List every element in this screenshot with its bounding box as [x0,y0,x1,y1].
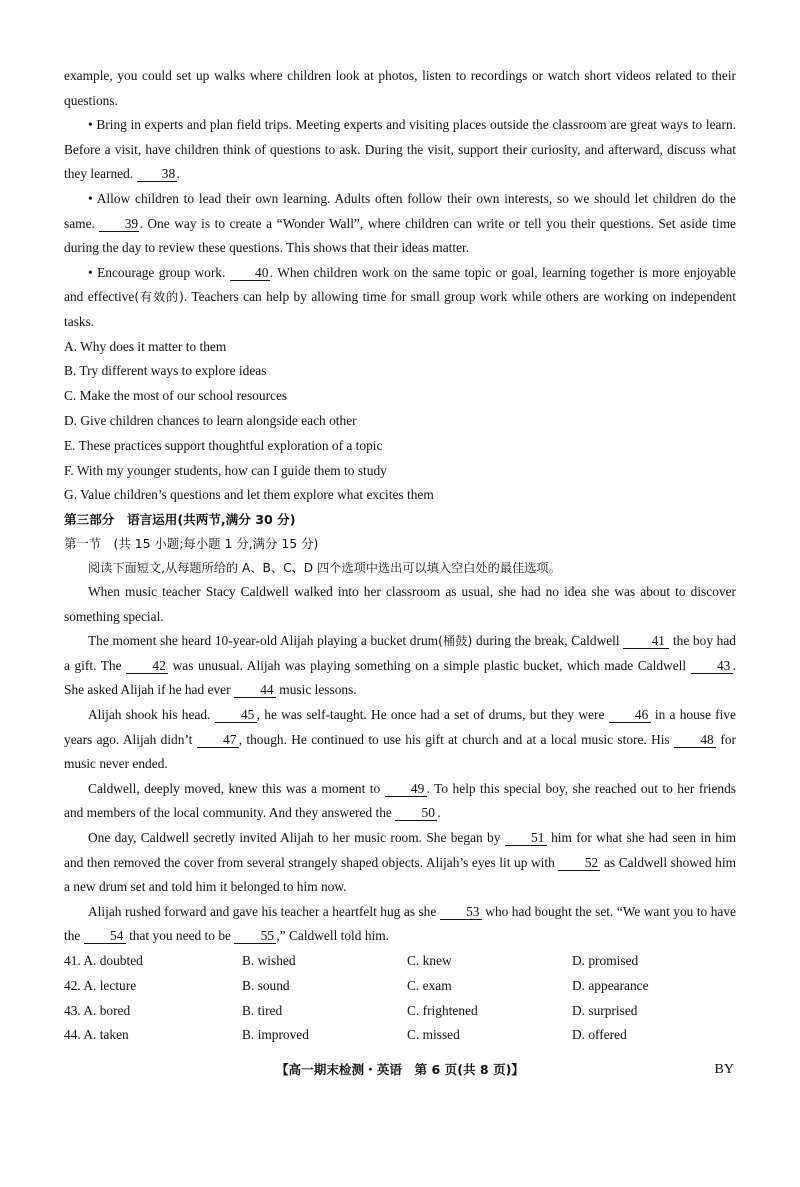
passage-text: that you need to be [125,928,235,944]
cloze-paragraph [64,777,736,826]
option-b: B. improved [242,1027,309,1043]
passage-text: One day, Caldwell secretly invited Alijah to her music room. She began by [88,830,505,846]
question-row [64,1023,736,1048]
answer-blank: 38 [137,166,177,182]
question-options [64,949,736,1048]
passage-text: • Encourage group work. [88,264,230,280]
cloze-paragraph [64,900,736,949]
answer-blank: 40 [230,265,270,281]
section-title: 第三部分 语言运用(共两节,满分 30 分) [64,512,296,528]
instruction-text: 阅读下面短文,从每题所给的 A、B、C、D 四个选项中选出可以填入空白处的最佳选项。 [88,561,561,576]
passage-text: as Caldwell showed him a new drum set and told him it belonged to him now. [64,854,736,895]
passage-text: . Teachers can help by allowing time for small group work while others are working on independent tasks. [64,289,736,329]
passage-text: • Allow children to lead their own learning. Adults often follow their own interests, so we should let children do the same. [64,190,736,231]
passage-text: , he was self-taught. He once had a set of drums, but they were [256,707,609,723]
passage-text: in a house five years ago. Alijah didn’t [64,707,736,747]
option-c: C. missed [407,1027,460,1043]
passage-text: . One way is to create a “Wonder Wall”, where children can write or tell you their questions. Set aside time during the day to review these questions. This shows that their ideas matter. [64,215,736,256]
option-a: 43. A. bored [64,1002,131,1018]
passage-text: . To help this special boy, she reached out to her friends and members of the local community. And they answered the [64,780,737,821]
answer-blank: 52 [558,855,600,871]
answer-blank: 53 [440,904,482,920]
answer-blank: 48 [674,732,716,748]
passage-text: , though. He continued to use his gift at church and at a local music store. His [238,731,675,747]
answer-blank: 51 [505,830,547,846]
passage-text: . [437,805,441,821]
option-b: B. tired [242,1002,283,1018]
passage-text: music lessons. [275,682,357,698]
answer-blank: 45 [215,707,257,723]
gloss-text: (桶鼓) [438,634,473,649]
option-a: 42. A. lecture [64,977,137,993]
passage-paragraph: example, you could set up walks where children look at photos, listen to recordings or watch short videos related to their questions. [64,68,736,108]
passage-paragraph [64,113,736,187]
page-footer [0,1059,800,1083]
option-d: D. offered [572,1027,627,1043]
answer-blank: 39 [99,216,139,232]
answer-blank: 42 [126,658,168,674]
passage-text: ,” Caldwell told him. [276,928,390,944]
option-d: D. appearance [572,977,649,993]
answer-blank: 49 [385,781,427,797]
question-row [64,999,736,1024]
passage-text: Caldwell, deeply moved, knew this was a moment to [88,780,385,796]
option-b: B. wished [242,953,296,969]
passage-text: for music never ended. [64,731,737,772]
option-item: F. With my younger students, how can I guide them to study [64,462,387,478]
passage-text: was unusual. Alijah was playing something on a simple plastic bucket, which made Caldwell [168,657,691,673]
passage-text: him for what she had seen in him and then removed the cover from several strangely shaped objects. Alijah’s eyes lit up with [64,830,737,870]
option-c: C. frightened [407,1002,478,1018]
option-a: 44. A. taken [64,1027,129,1043]
passage-text: . [176,166,180,182]
answer-blank: 54 [84,928,126,944]
answer-blank: 46 [609,707,651,723]
option-c: C. knew [407,953,452,969]
question-row [64,949,736,974]
answer-blank: 41 [623,633,669,649]
option-item: A. Why does it matter to them [64,338,227,354]
exam-page [64,64,736,1048]
passage-text: Alijah shook his head. [88,707,215,723]
passage-text: The moment she heard 10-year-old Alijah playing a bucket drum [88,633,439,649]
passage-paragraph [64,261,736,335]
cloze-paragraph: When music teacher Stacy Caldwell walked into her classroom as usual, she had no idea she was about to discover something special. [64,584,736,624]
passage-text: who had bought the set. “We want you to have the [64,903,736,944]
answer-blank: 50 [395,805,437,821]
cloze-paragraph [64,629,736,703]
answer-blank: 43 [691,658,733,674]
option-item: C. Make the most of our school resources [64,388,288,404]
passage-text: the boy had a gift. The [64,633,736,673]
option-a: 41. A. doubted [64,953,143,969]
option-c: C. exam [407,977,452,993]
option-d: D. surprised [572,1002,638,1018]
answer-blank: 44 [234,682,276,698]
passage-text: Alijah rushed forward and gave his teacher a heartfelt hug as she [88,903,440,919]
option-item: B. Try different ways to explore ideas [64,363,267,379]
option-b: B. sound [242,977,290,993]
option-d: D. promised [572,953,639,969]
passage-text: . When children work on the same topic or goal, learning together is more enjoyable and effective [64,264,736,305]
passage-paragraph [64,187,736,261]
option-item: G. Value children’s questions and let them explore what excites them [64,487,434,503]
option-item: E. These practices support thoughtful exploration of a topic [64,437,383,453]
answer-blank: 47 [197,732,239,748]
gloss-text: (有效的) [134,290,184,305]
subsection-title: 第一节 (共 15 小题;每小题 1 分,满分 15 分) [64,536,319,552]
seven-choose-five-options [64,335,736,509]
option-item: D. Give children chances to learn alongside each other [64,412,357,428]
passage-text: . She asked Alijah if he had ever [64,657,736,698]
passage-text: during the break, Caldwell [472,633,624,649]
answer-blank: 55 [234,928,276,944]
cloze-paragraph [64,826,736,900]
passage-text: • Bring in experts and plan field trips. Meeting experts and visiting places outside the classroom are great ways to learn. Before a visit, have children think of questions to ask. During the visit, support their curiosity, and afterward, discuss what they learned. [64,117,736,182]
cloze-paragraph [64,703,736,777]
question-row [64,974,736,999]
footer-page-info: 【高一期末检测・英语 第 6 页(共 8 页)】 [275,1062,525,1077]
footer-code: BY [714,1062,734,1077]
